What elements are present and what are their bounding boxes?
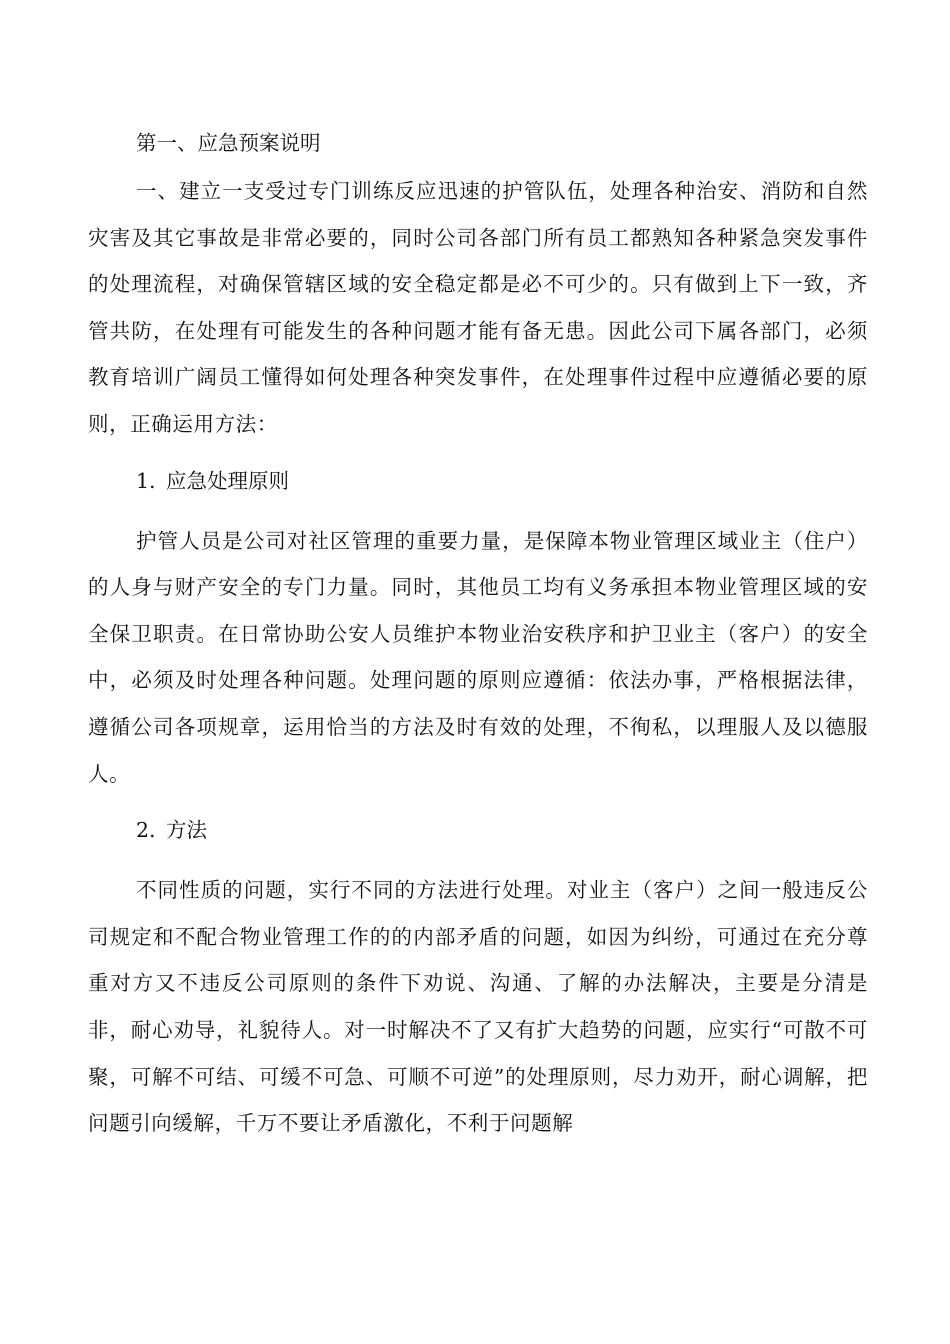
- item2-heading: [88, 805, 868, 855]
- item1-title: 应急处理原则: [166, 468, 289, 493]
- intro-paragraph: 一、建立一支受过专门训练反应迅速的护管队伍，处理各种治安、消防和自然灾害及其它事故是非常必要的，同时公司各部门所有员工都熟知各种紧急突发事件的处理流程，对确保管辖区域的安全稳定都是必不可少的。只有做到上下一致，齐管共防，在处理有可能发生的各种问题才能有备无患。因此公司下属各部门，必须教育培训广阔员工懂得如何处理各种突发事件，在处理事件过程中应遵循必要的原则，正确运用方法：: [88, 179, 868, 436]
- item2-body: 不同性质的问题，实行不同的方法进行处理。对业主（客户）之间一般违反公司规定和不配合物业管理工作的的内部矛盾的问题，如因为纠纷，可通过在充分尊重对方又不违反公司原则的条件下劝说、沟通、了解的办法解决，主要是分清是非，耐心劝导，礼貌待人。对一时解决不了又有扩大趋势的问题，应实行“可散不可聚，可解不可结、可缓不可急、可顺不可逆”的处理原则，尽力劝开，耐心调解，把问题引向缓解，千万不要让矛盾激化，不利于问题解: [88, 878, 868, 1136]
- item1-body: 护管人员是公司对社区管理的重要力量，是保障本物业管理区域业主（住户）的人身与财产安全的专门力量。同时，其他员工均有义务承担本物业管理区域的安全保卫职责。在日常协助公安人员维护本物业治安秩序和护卫业主（客户）的安全中，必须及时处理各种问题。处理问题的原则应遵循：依法办事，严格根据法律，遵循公司各项规章，运用恰当的方法及时有效的处理，不徇私，以理服人及以德服人。: [88, 528, 868, 786]
- item1-number: 1.: [136, 468, 156, 493]
- section-title: 第一、应急预案说明: [136, 131, 321, 155]
- document-content: [88, 118, 868, 1147]
- item2-number: 2.: [136, 818, 156, 843]
- item1-heading: [88, 456, 868, 506]
- item2-title: 方法: [166, 818, 207, 843]
